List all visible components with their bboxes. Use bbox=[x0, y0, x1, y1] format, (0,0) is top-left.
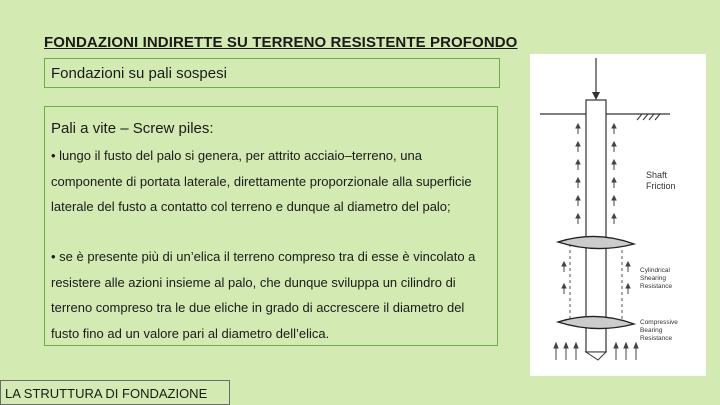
label-cyl-2: Shearing bbox=[640, 275, 667, 282]
label-cyl-1: Cylindrical bbox=[640, 267, 670, 274]
label-cyl-3: Resistance bbox=[640, 283, 673, 290]
section-heading: Pali a vite – Screw piles: bbox=[51, 120, 214, 137]
label-comp-1: Compressive bbox=[640, 319, 678, 326]
pile-shaft bbox=[586, 100, 606, 352]
paragraph-shaft-friction: • lungo il fusto del palo si genera, per attrito acciaio–terreno, una componente di portata laterale, direttamente proporzionale alla superficie laterale del fusto a contatto col terreno e dunque al diametro del palo; bbox=[51, 148, 472, 215]
label-shaft-1: Shaft bbox=[646, 170, 668, 180]
label-shaft-2: Friction bbox=[646, 181, 676, 191]
subtitle-box bbox=[44, 58, 500, 88]
shaft-friction-arrows-right bbox=[612, 124, 616, 224]
label-comp-2: Bearing bbox=[640, 327, 663, 334]
slide-subtitle: Fondazioni su pali sospesi bbox=[51, 65, 227, 82]
content-box bbox=[44, 106, 498, 346]
screw-pile-diagram bbox=[530, 54, 706, 376]
lower-helix bbox=[558, 316, 634, 328]
load-arrow bbox=[592, 58, 600, 100]
label-comp-3: Resistance bbox=[640, 335, 673, 342]
footer-box bbox=[0, 380, 230, 405]
slide-title: FONDAZIONI INDIRETTE SU TERRENO RESISTENTE PROFONDO bbox=[44, 34, 518, 51]
shaft-friction-arrows-left bbox=[576, 124, 580, 224]
footer-text: LA STRUTTURA DI FONDAZIONE bbox=[5, 386, 208, 401]
pile-tip bbox=[586, 352, 606, 360]
paragraph-helix-cylinder: • se è presente più di un’elica il terreno compreso tra di esse è vincolato a resistere alle azioni insieme al palo, che dunque sviluppa un cilindro di terreno compreso tra le due eliche in grado di accrescere il diametro del fusto fino ad un valore pari al diametro dell’elica. bbox=[51, 249, 476, 341]
screw-pile-svg bbox=[530, 54, 706, 376]
upper-helix bbox=[558, 236, 634, 248]
